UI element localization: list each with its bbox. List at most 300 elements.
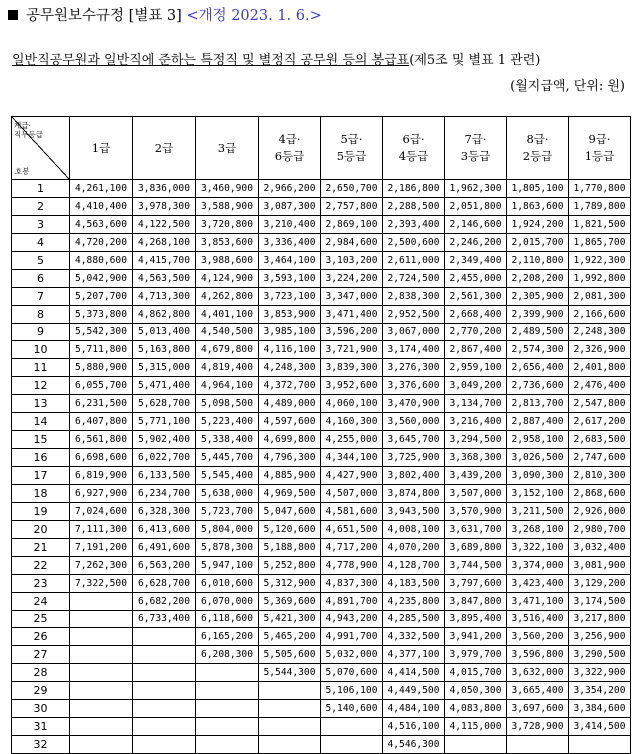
table-row (12, 592, 631, 610)
salary-cell: 2,617,200 (569, 413, 631, 431)
salary-cell (70, 700, 133, 718)
salary-cell: 6,231,500 (70, 395, 133, 413)
salary-cell: 2,757,800 (321, 197, 383, 215)
salary-cell: 2,838,300 (383, 287, 445, 305)
salary-cell (259, 700, 321, 718)
table-row (12, 628, 631, 646)
salary-cell: 5,947,100 (196, 556, 259, 574)
salary-cell: 3,290,500 (569, 646, 631, 664)
salary-cell (259, 736, 321, 754)
salary-cell: 6,561,800 (70, 431, 133, 449)
salary-cell (445, 736, 507, 754)
salary-cell: 7,111,300 (70, 520, 133, 538)
salary-cell: 1,922,300 (569, 251, 631, 269)
salary-cell (133, 628, 196, 646)
salary-cell: 5,878,300 (196, 538, 259, 556)
column-header-9: 9급· 1등급 (569, 117, 631, 180)
salary-cell: 3,744,500 (445, 556, 507, 574)
salary-cell: 4,720,200 (70, 233, 133, 251)
salary-cell: 6,698,600 (70, 449, 133, 467)
salary-cell: 1,924,200 (507, 215, 569, 233)
step-number-cell: 29 (12, 682, 70, 700)
salary-cell: 2,489,500 (507, 323, 569, 341)
step-number-cell: 11 (12, 359, 70, 377)
salary-cell (196, 664, 259, 682)
salary-cell: 4,015,700 (445, 664, 507, 682)
salary-cell: 4,885,900 (259, 467, 321, 485)
salary-cell: 2,668,400 (445, 305, 507, 323)
salary-cell: 4,880,600 (70, 251, 133, 269)
salary-cell: 3,847,800 (445, 592, 507, 610)
salary-cell: 2,015,700 (507, 233, 569, 251)
table-row (12, 610, 631, 628)
salary-cell: 3,723,100 (259, 287, 321, 305)
salary-cell: 2,305,900 (507, 287, 569, 305)
salary-cell: 3,632,000 (507, 664, 569, 682)
salary-cell: 3,874,800 (383, 484, 445, 502)
table-row (12, 287, 631, 305)
salary-cell: 2,246,200 (445, 233, 507, 251)
salary-cell: 5,445,700 (196, 449, 259, 467)
salary-cell: 2,952,500 (383, 305, 445, 323)
salary-cell: 6,010,600 (196, 574, 259, 592)
salary-cell: 6,413,600 (133, 520, 196, 538)
salary-cell: 6,733,400 (133, 610, 196, 628)
salary-cell: 3,836,000 (133, 180, 196, 198)
salary-cell: 3,507,000 (445, 484, 507, 502)
salary-cell: 6,234,700 (133, 484, 196, 502)
salary-cell (70, 736, 133, 754)
salary-cell: 3,067,000 (383, 323, 445, 341)
salary-cell (259, 682, 321, 700)
salary-cell: 3,460,900 (196, 180, 259, 198)
salary-cell: 5,421,300 (259, 610, 321, 628)
salary-cell: 3,471,400 (321, 305, 383, 323)
salary-cell: 4,516,100 (383, 718, 445, 736)
table-row (12, 251, 631, 269)
salary-cell: 4,262,800 (196, 287, 259, 305)
step-number-cell: 25 (12, 610, 70, 628)
salary-cell: 2,770,200 (445, 323, 507, 341)
step-number-cell: 3 (12, 215, 70, 233)
salary-cell: 4,964,100 (196, 377, 259, 395)
salary-cell: 2,455,000 (445, 269, 507, 287)
salary-cell: 3,464,100 (259, 251, 321, 269)
salary-cell: 3,979,700 (445, 646, 507, 664)
step-number-cell: 32 (12, 736, 70, 754)
salary-cell: 3,368,300 (445, 449, 507, 467)
salary-cell: 5,902,400 (133, 431, 196, 449)
salary-cell: 2,248,300 (569, 323, 631, 341)
corner-cell (12, 117, 70, 180)
salary-cell: 3,596,800 (507, 646, 569, 664)
table-row (12, 449, 631, 467)
salary-cell: 6,208,300 (196, 646, 259, 664)
salary-cell: 3,174,500 (569, 592, 631, 610)
salary-cell: 5,098,500 (196, 395, 259, 413)
salary-cell: 4,581,600 (321, 502, 383, 520)
step-number-cell: 21 (12, 538, 70, 556)
salary-cell: 5,771,100 (133, 413, 196, 431)
salary-cell: 4,449,500 (383, 682, 445, 700)
table-row (12, 341, 631, 359)
salary-cell: 3,895,400 (445, 610, 507, 628)
salary-cell: 3,853,900 (259, 305, 321, 323)
salary-cell: 4,819,400 (196, 359, 259, 377)
table-row (12, 502, 631, 520)
salary-cell: 3,347,000 (321, 287, 383, 305)
salary-cell (507, 736, 569, 754)
salary-cell: 3,720,800 (196, 215, 259, 233)
salary-cell (321, 718, 383, 736)
salary-cell: 6,328,300 (133, 502, 196, 520)
salary-cell: 4,891,700 (321, 592, 383, 610)
black-square-icon (8, 10, 18, 20)
salary-cell: 5,373,800 (70, 305, 133, 323)
salary-cell: 1,865,700 (569, 233, 631, 251)
salary-cell: 3,087,300 (259, 197, 321, 215)
unit-note: (월지급액, 단위: 원) (510, 79, 625, 94)
salary-cell: 5,804,000 (196, 520, 259, 538)
salary-cell: 4,837,300 (321, 574, 383, 592)
salary-cell: 5,628,700 (133, 395, 196, 413)
corner-label-grade: 계급· 직무등급 (14, 121, 43, 139)
salary-cell: 3,026,500 (507, 449, 569, 467)
salary-cell: 4,235,800 (383, 592, 445, 610)
salary-cell (70, 628, 133, 646)
salary-cell: 4,427,900 (321, 467, 383, 485)
salary-cell: 2,656,400 (507, 359, 569, 377)
salary-cell: 4,679,800 (196, 341, 259, 359)
salary-cell: 1,962,300 (445, 180, 507, 198)
salary-cell (133, 700, 196, 718)
salary-cell: 2,813,700 (507, 395, 569, 413)
salary-cell: 5,471,400 (133, 377, 196, 395)
salary-cell: 3,224,200 (321, 269, 383, 287)
salary-cell: 4,248,300 (259, 359, 321, 377)
salary-cell: 2,401,800 (569, 359, 631, 377)
document-title: 공무원보수규정 [별표 3] (26, 8, 182, 24)
salary-cell: 4,083,800 (445, 700, 507, 718)
salary-cell: 3,853,600 (196, 233, 259, 251)
salary-cell: 3,645,700 (383, 431, 445, 449)
salary-cell: 4,332,500 (383, 628, 445, 646)
salary-cell: 3,322,900 (569, 664, 631, 682)
salary-cell: 4,124,900 (196, 269, 259, 287)
salary-cell: 6,819,900 (70, 467, 133, 485)
salary-cell: 3,802,400 (383, 467, 445, 485)
step-number-cell: 14 (12, 413, 70, 431)
salary-cell (133, 646, 196, 664)
salary-cell: 2,869,100 (321, 215, 383, 233)
salary-cell: 3,665,400 (507, 682, 569, 700)
salary-cell: 6,022,700 (133, 449, 196, 467)
salary-cell: 2,959,100 (445, 359, 507, 377)
salary-cell: 4,699,800 (259, 431, 321, 449)
salary-cell: 5,223,400 (196, 413, 259, 431)
salary-cell: 4,160,300 (321, 413, 383, 431)
salary-cell: 5,032,000 (321, 646, 383, 664)
salary-cell: 4,128,700 (383, 556, 445, 574)
step-number-cell: 23 (12, 574, 70, 592)
step-number-cell: 9 (12, 323, 70, 341)
salary-cell (321, 736, 383, 754)
salary-cell (196, 682, 259, 700)
salary-cell: 2,547,800 (569, 395, 631, 413)
table-row (12, 269, 631, 287)
salary-cell: 2,810,300 (569, 467, 631, 485)
salary-cell: 4,546,300 (383, 736, 445, 754)
amendment-date: <개정 2023. 1. 6.> (186, 8, 322, 24)
salary-cell (259, 718, 321, 736)
salary-cell: 5,047,600 (259, 502, 321, 520)
salary-cell: 2,611,000 (383, 251, 445, 269)
salary-cell: 3,134,700 (445, 395, 507, 413)
salary-cell: 3,423,400 (507, 574, 569, 592)
salary-cell: 3,839,300 (321, 359, 383, 377)
salary-cell: 6,165,200 (196, 628, 259, 646)
salary-cell: 2,393,400 (383, 215, 445, 233)
salary-cell: 7,262,300 (70, 556, 133, 574)
table-row (12, 377, 631, 395)
salary-cell: 3,516,400 (507, 610, 569, 628)
salary-cell: 4,713,300 (133, 287, 196, 305)
salary-cell: 3,588,900 (196, 197, 259, 215)
salary-cell: 5,338,400 (196, 431, 259, 449)
salary-cell: 5,252,800 (259, 556, 321, 574)
table-row (12, 431, 631, 449)
salary-cell: 4,484,100 (383, 700, 445, 718)
salary-cell: 4,377,100 (383, 646, 445, 664)
salary-cell: 1,770,800 (569, 180, 631, 198)
salary-cell: 3,471,100 (507, 592, 569, 610)
salary-cell: 3,941,200 (445, 628, 507, 646)
salary-cell: 2,208,200 (507, 269, 569, 287)
salary-cell: 4,563,600 (70, 215, 133, 233)
salary-cell: 3,985,100 (259, 323, 321, 341)
table-row (12, 413, 631, 431)
salary-cell: 5,312,900 (259, 574, 321, 592)
salary-cell: 4,651,500 (321, 520, 383, 538)
salary-cell (196, 736, 259, 754)
salary-cell: 3,593,100 (259, 269, 321, 287)
salary-cell: 3,721,900 (321, 341, 383, 359)
table-row (12, 700, 631, 718)
salary-cell: 2,051,800 (445, 197, 507, 215)
salary-cell: 2,166,600 (569, 305, 631, 323)
salary-cell: 3,560,200 (507, 628, 569, 646)
step-number-cell: 30 (12, 700, 70, 718)
salary-cell: 4,268,100 (133, 233, 196, 251)
table-row (12, 664, 631, 682)
salary-cell: 4,489,000 (259, 395, 321, 413)
salary-cell: 3,103,200 (321, 251, 383, 269)
salary-cell: 5,465,200 (259, 628, 321, 646)
salary-cell: 2,887,400 (507, 413, 569, 431)
step-number-cell: 13 (12, 395, 70, 413)
salary-cell: 4,414,500 (383, 664, 445, 682)
salary-cell: 2,724,500 (383, 269, 445, 287)
salary-cell: 4,116,100 (259, 341, 321, 359)
salary-cell: 5,505,600 (259, 646, 321, 664)
salary-cell: 2,476,400 (569, 377, 631, 395)
table-row (12, 538, 631, 556)
salary-cell: 5,723,700 (196, 502, 259, 520)
step-number-cell: 28 (12, 664, 70, 682)
salary-cell: 3,570,900 (445, 502, 507, 520)
salary-cell: 4,261,100 (70, 180, 133, 198)
step-number-cell: 17 (12, 467, 70, 485)
salary-cell: 4,597,600 (259, 413, 321, 431)
salary-cell: 4,285,500 (383, 610, 445, 628)
salary-cell (133, 682, 196, 700)
salary-cell: 6,118,600 (196, 610, 259, 628)
subtitle-note: (제5조 및 별표 1 관련) (409, 53, 541, 68)
salary-cell: 3,354,200 (569, 682, 631, 700)
step-number-cell: 2 (12, 197, 70, 215)
salary-cell: 5,013,400 (133, 323, 196, 341)
salary-cell: 7,024,600 (70, 502, 133, 520)
salary-cell: 6,407,800 (70, 413, 133, 431)
salary-cell: 3,697,600 (507, 700, 569, 718)
salary-cell: 3,256,900 (569, 628, 631, 646)
table-row (12, 359, 631, 377)
salary-cell: 2,081,300 (569, 287, 631, 305)
salary-cell (70, 682, 133, 700)
salary-cell (70, 718, 133, 736)
salary-cell: 3,294,500 (445, 431, 507, 449)
salary-cell: 3,414,500 (569, 718, 631, 736)
salary-cell: 3,081,900 (569, 556, 631, 574)
salary-cell: 5,106,100 (321, 682, 383, 700)
salary-cell: 1,805,100 (507, 180, 569, 198)
salary-cell: 3,797,600 (445, 574, 507, 592)
column-header-3: 3급 (196, 117, 259, 180)
salary-cell: 3,978,300 (133, 197, 196, 215)
salary-cell (133, 718, 196, 736)
column-header-8: 8급· 2등급 (507, 117, 569, 180)
salary-table (11, 116, 631, 754)
step-number-cell: 1 (12, 180, 70, 198)
salary-cell: 4,507,000 (321, 484, 383, 502)
salary-cell: 2,683,500 (569, 431, 631, 449)
salary-cell (569, 736, 631, 754)
salary-cell: 3,174,400 (383, 341, 445, 359)
salary-cell: 2,288,500 (383, 197, 445, 215)
column-header-7: 7급· 3등급 (445, 117, 507, 180)
table-row (12, 305, 631, 323)
salary-cell: 3,090,300 (507, 467, 569, 485)
salary-cell (196, 700, 259, 718)
table-row (12, 180, 631, 198)
salary-cell: 4,115,000 (445, 718, 507, 736)
salary-cell: 4,410,400 (70, 197, 133, 215)
salary-cell: 4,969,500 (259, 484, 321, 502)
salary-cell: 3,943,500 (383, 502, 445, 520)
salary-cell: 3,322,100 (507, 538, 569, 556)
salary-cell: 2,186,800 (383, 180, 445, 198)
table-row (12, 215, 631, 233)
table-row (12, 197, 631, 215)
table-row (12, 574, 631, 592)
salary-cell: 3,276,300 (383, 359, 445, 377)
column-header-4: 4급· 6등급 (259, 117, 321, 180)
salary-cell: 3,384,600 (569, 700, 631, 718)
salary-cell (196, 718, 259, 736)
table-row (12, 682, 631, 700)
salary-cell: 1,863,600 (507, 197, 569, 215)
salary-cell: 4,070,200 (383, 538, 445, 556)
salary-cell: 3,374,000 (507, 556, 569, 574)
document-header (8, 4, 322, 25)
salary-cell: 3,268,100 (507, 520, 569, 538)
salary-cell: 3,336,400 (259, 233, 321, 251)
corner-label-step: 호봉 (15, 167, 30, 176)
salary-cell: 3,689,800 (445, 538, 507, 556)
salary-cell: 7,322,500 (70, 574, 133, 592)
salary-cell: 3,210,400 (259, 215, 321, 233)
salary-cell: 2,650,700 (321, 180, 383, 198)
table-row (12, 323, 631, 341)
salary-cell (133, 664, 196, 682)
step-number-cell: 26 (12, 628, 70, 646)
salary-cell: 5,545,400 (196, 467, 259, 485)
salary-cell: 4,255,000 (321, 431, 383, 449)
salary-cell: 3,596,200 (321, 323, 383, 341)
salary-cell: 2,110,800 (507, 251, 569, 269)
step-number-cell: 19 (12, 502, 70, 520)
salary-cell (133, 736, 196, 754)
salary-cell: 3,152,100 (507, 484, 569, 502)
salary-cell: 5,207,700 (70, 287, 133, 305)
salary-cell: 3,211,500 (507, 502, 569, 520)
salary-cell: 5,369,600 (259, 592, 321, 610)
salary-cell: 4,540,500 (196, 323, 259, 341)
table-row (12, 467, 631, 485)
step-number-cell: 8 (12, 305, 70, 323)
step-number-cell: 18 (12, 484, 70, 502)
salary-cell: 3,725,900 (383, 449, 445, 467)
salary-cell: 5,042,900 (70, 269, 133, 287)
salary-cell: 4,008,100 (383, 520, 445, 538)
salary-cell: 2,958,100 (507, 431, 569, 449)
column-header-5: 5급· 5등급 (321, 117, 383, 180)
table-body (12, 180, 631, 754)
salary-cell: 6,491,600 (133, 538, 196, 556)
salary-cell (70, 610, 133, 628)
salary-cell: 5,140,600 (321, 700, 383, 718)
salary-cell: 2,868,600 (569, 484, 631, 502)
column-header-1: 1급 (70, 117, 133, 180)
step-number-cell: 6 (12, 269, 70, 287)
salary-cell: 6,563,200 (133, 556, 196, 574)
salary-cell: 4,050,300 (445, 682, 507, 700)
salary-cell: 3,988,600 (196, 251, 259, 269)
salary-cell: 2,980,700 (569, 520, 631, 538)
salary-cell: 2,736,600 (507, 377, 569, 395)
salary-cell: 6,628,700 (133, 574, 196, 592)
salary-cell: 4,991,700 (321, 628, 383, 646)
table-subtitle (12, 49, 540, 68)
salary-cell: 5,163,800 (133, 341, 196, 359)
salary-cell: 3,032,400 (569, 538, 631, 556)
salary-cell: 5,070,600 (321, 664, 383, 682)
table-row (12, 736, 631, 754)
salary-cell: 6,055,700 (70, 377, 133, 395)
salary-cell: 3,728,900 (507, 718, 569, 736)
salary-cell: 3,049,200 (445, 377, 507, 395)
table-header-row (12, 117, 631, 180)
